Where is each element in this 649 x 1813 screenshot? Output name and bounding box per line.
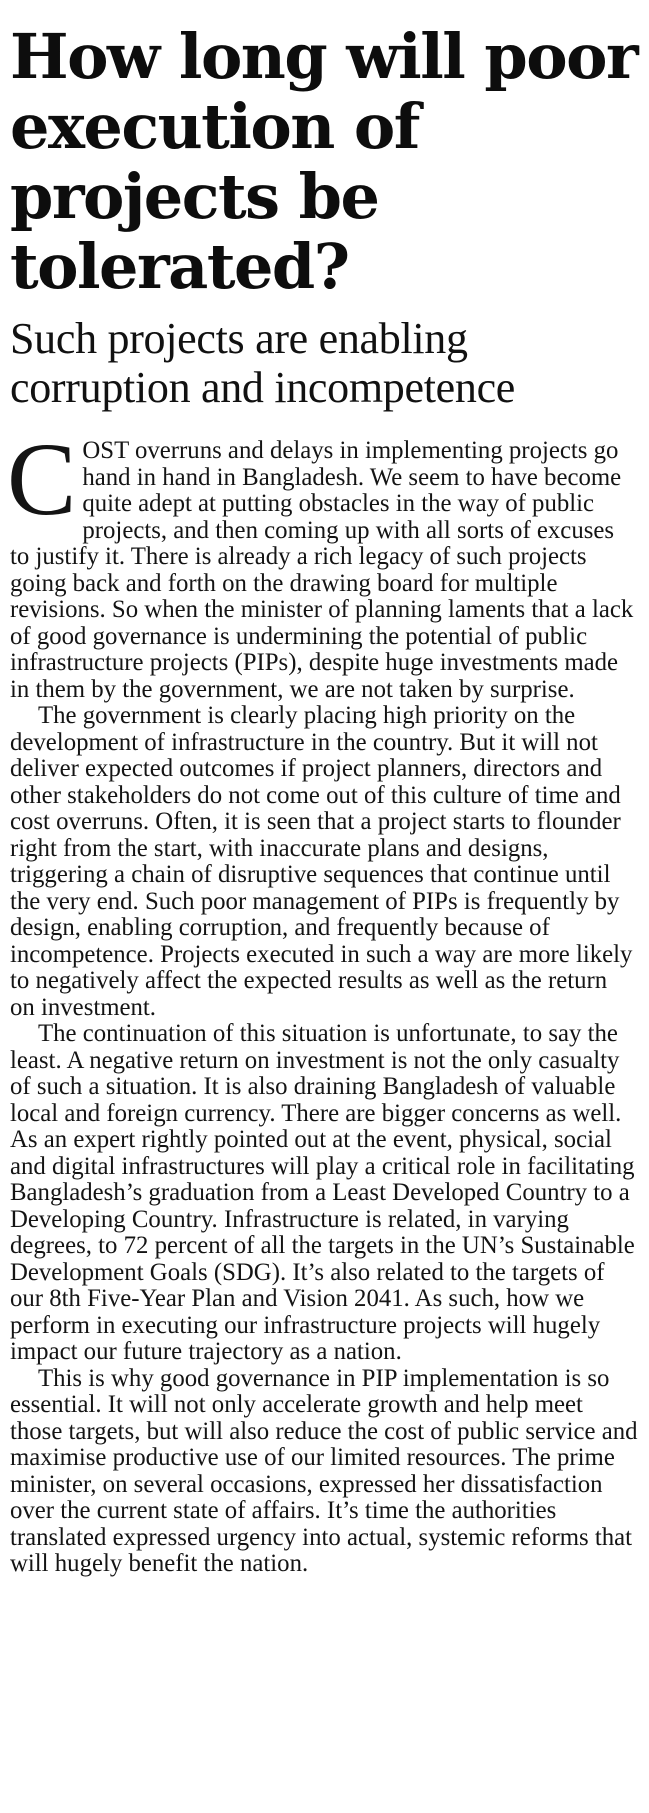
paragraph-1-text: OST overruns and delays in implementing projects go hand in hand in Bangladesh. We seem to have become quite adept at putting obstacles in the way of public projects, and then coming up with all sorts of excuses to justify it. There is already a rich legacy of such projects going back and forth on the drawing board for multiple revisions. So when the minister of planning laments that a lack of good governance is undermining the potential of public infrastructure projects (PIPs), despite huge investments made in them by the government, we are not taken by surprise.	[10, 437, 634, 703]
paragraph-3: The continuation of this situation is unfortunate, to say the least. A negative return on investment is not the only casualty of such a situation. It is also draining Bangladesh of valuable local and foreign currency. There are bigger concerns as well. As an expert rightly pointed out at the event, physical, social and digital infrastructures will play a critical role in facilitating Bangladesh’s graduation from a Least Developed Country to a Developing Country. Infrastructure is related, in varying degrees, to 72 percent of all the targets in the UN’s Sustainable Development Goals (SDG). It’s also related to the targets of our 8th Five-Year Plan and Vision 2041. As such, how we perform in executing our infrastructure projects will hugely impact our future trajectory as a nation.	[10, 1020, 635, 1365]
paragraph-2: The government is clearly placing high priority on the development of infrastructure in the country. But it will not deliver expected outcomes if project planners, directors and other stakeholders do not come out of this culture of time and cost overruns. Often, it is seen that a project starts to flounder right from the start, with inaccurate plans and designs, triggering a chain of disruptive sequences that continue until the very end. Such poor management of PIPs is frequently by design, enabling corruption, and frequently because of incompetence. Projects executed in such a way are more likely to negatively affect the expected results as well as the return on investment.	[10, 702, 633, 1021]
editorial-article	[7, 0, 638, 1578]
headline: How long will poor execution of projects be tolerated?	[10, 20, 638, 303]
article-body	[7, 422, 638, 1578]
paragraph-4: This is why good governance in PIP implementation is so essential. It will not only accelerate growth and help meet those targets, but will also reduce the cost of public service and maximise productive use of our limited resources. The prime minister, on several occasions, expressed her dissatisfaction over the current state of affairs. It’s time the authorities translated expressed urgency into actual, systemic reforms that will hugely benefit the nation.	[10, 1364, 638, 1577]
paragraph-1	[7, 422, 638, 703]
drop-cap: C	[7, 422, 77, 537]
subheadline: Such projects are enabling corruption and incompetence	[10, 314, 516, 412]
